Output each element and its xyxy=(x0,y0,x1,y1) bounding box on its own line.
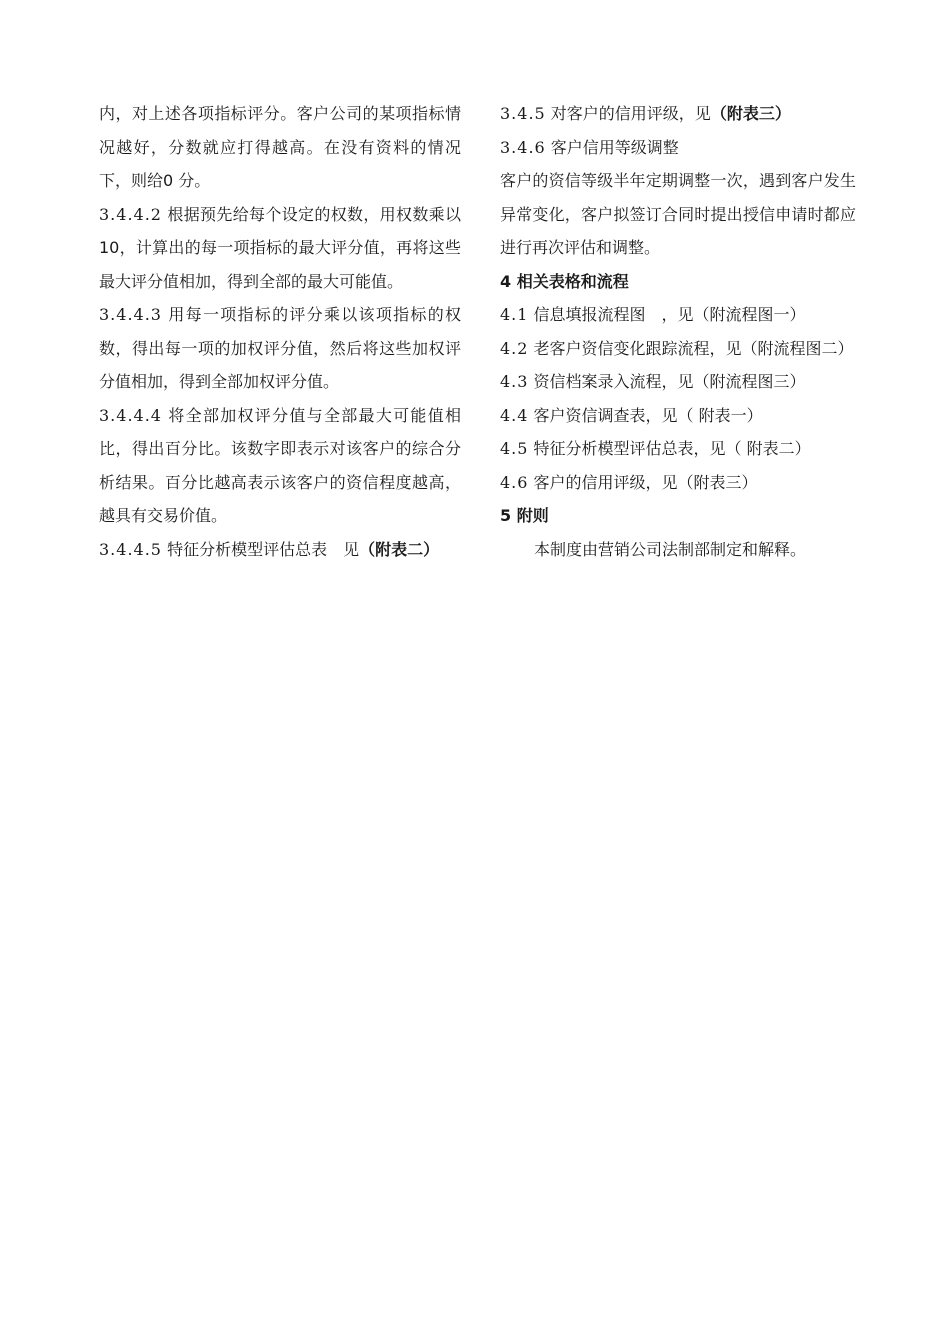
item-text: 特征分析模型评估总表，见（ 附表二） xyxy=(528,439,811,458)
paragraph-scoring-continued xyxy=(99,97,461,198)
section-3-4-6 xyxy=(500,131,856,165)
left-column xyxy=(99,97,461,566)
item-number: 4.2 xyxy=(500,338,529,358)
item-text: 资信档案录入流程，见（附流程图三） xyxy=(528,372,806,391)
paragraph-text: 特征分析模型评估总表 见 xyxy=(161,539,360,559)
list-item-4-5 xyxy=(500,432,856,466)
heading-section-5: 5 附则 xyxy=(500,506,549,525)
section-number: 3.4.6 xyxy=(500,137,546,157)
paragraph-text: 内，对上述各项指标评分。客户公司的某项指标情况越好，分数就应打得越高。在没有资料的情况下，则给0 分。 xyxy=(99,104,461,190)
paragraph-text: 根据预先给每个设定的权数，用权数乘以10，计算出的每一项指标的最大评分值，再将这些最大评分值相加，得到全部的最大可能值。 xyxy=(99,204,461,291)
item-number: 4.4 xyxy=(500,405,529,425)
paragraph-text: 客户的资信等级半年定期调整一次，遇到客户发生异常变化，客户拟签订合同时提出授信申请时都应进行再次评估和调整。 xyxy=(500,171,856,257)
list-item-4-6 xyxy=(500,466,856,500)
heading-section-4: 4 相关表格和流程 xyxy=(500,271,629,291)
list-item-4-3 xyxy=(500,365,856,399)
final-statement: 本制度由营销公司法制部制定和解释。 xyxy=(534,539,807,559)
paragraph-3-4-4-4 xyxy=(99,399,461,533)
paragraph-text: 将全部加权评分值与全部最大可能值相比，得出百分比。该数字即表示对该客户的综合分析结果。百分比越高表示该客户的资信程度越高，越具有交易价值。 xyxy=(99,405,461,525)
paragraph-3-4-4-3 xyxy=(99,298,461,399)
item-number: 4.3 xyxy=(500,372,529,391)
item-text: 信息填报流程图 ，见（附流程图一） xyxy=(528,305,806,324)
appendix-reference: （附表三） xyxy=(710,104,791,123)
item-text: 老客户资信变化跟踪流程，见（附流程图二） xyxy=(528,338,854,358)
list-item-4-1 xyxy=(500,298,856,332)
paragraph-text: 用每一项指标的评分乘以该项指标的权数，得出每一项的加权评分值，然后将这些加权评分值相加，得到全部加权评分值。 xyxy=(99,305,461,391)
section-number: 3.4.4.3 xyxy=(99,305,162,324)
list-item-4-2 xyxy=(500,332,856,366)
item-number: 4.5 xyxy=(500,439,529,458)
section-number: 3.4.5 xyxy=(500,104,546,123)
right-column xyxy=(500,97,856,566)
item-number: 4.6 xyxy=(500,472,529,492)
paragraph-3-4-4-5 xyxy=(99,533,461,567)
paragraph-grade-adjustment xyxy=(500,164,856,265)
item-text: 客户的信用评级，见（附表三） xyxy=(528,472,758,492)
paragraph-3-4-4-2 xyxy=(99,198,461,299)
section-number: 3.4.4.4 xyxy=(99,405,162,425)
section-text: 对客户的信用评级，见 xyxy=(545,104,711,123)
list-item-4-4 xyxy=(500,399,856,433)
item-number: 4.1 xyxy=(500,305,529,324)
section-3-4-5 xyxy=(500,97,856,131)
item-text: 客户资信调查表，见（ 附表一） xyxy=(528,405,763,425)
appendix-reference: （附表二） xyxy=(359,539,440,559)
section-title: 客户信用等级调整 xyxy=(545,137,679,157)
section-number: 3.4.4.5 xyxy=(99,539,162,559)
section-number: 3.4.4.2 xyxy=(99,204,162,224)
